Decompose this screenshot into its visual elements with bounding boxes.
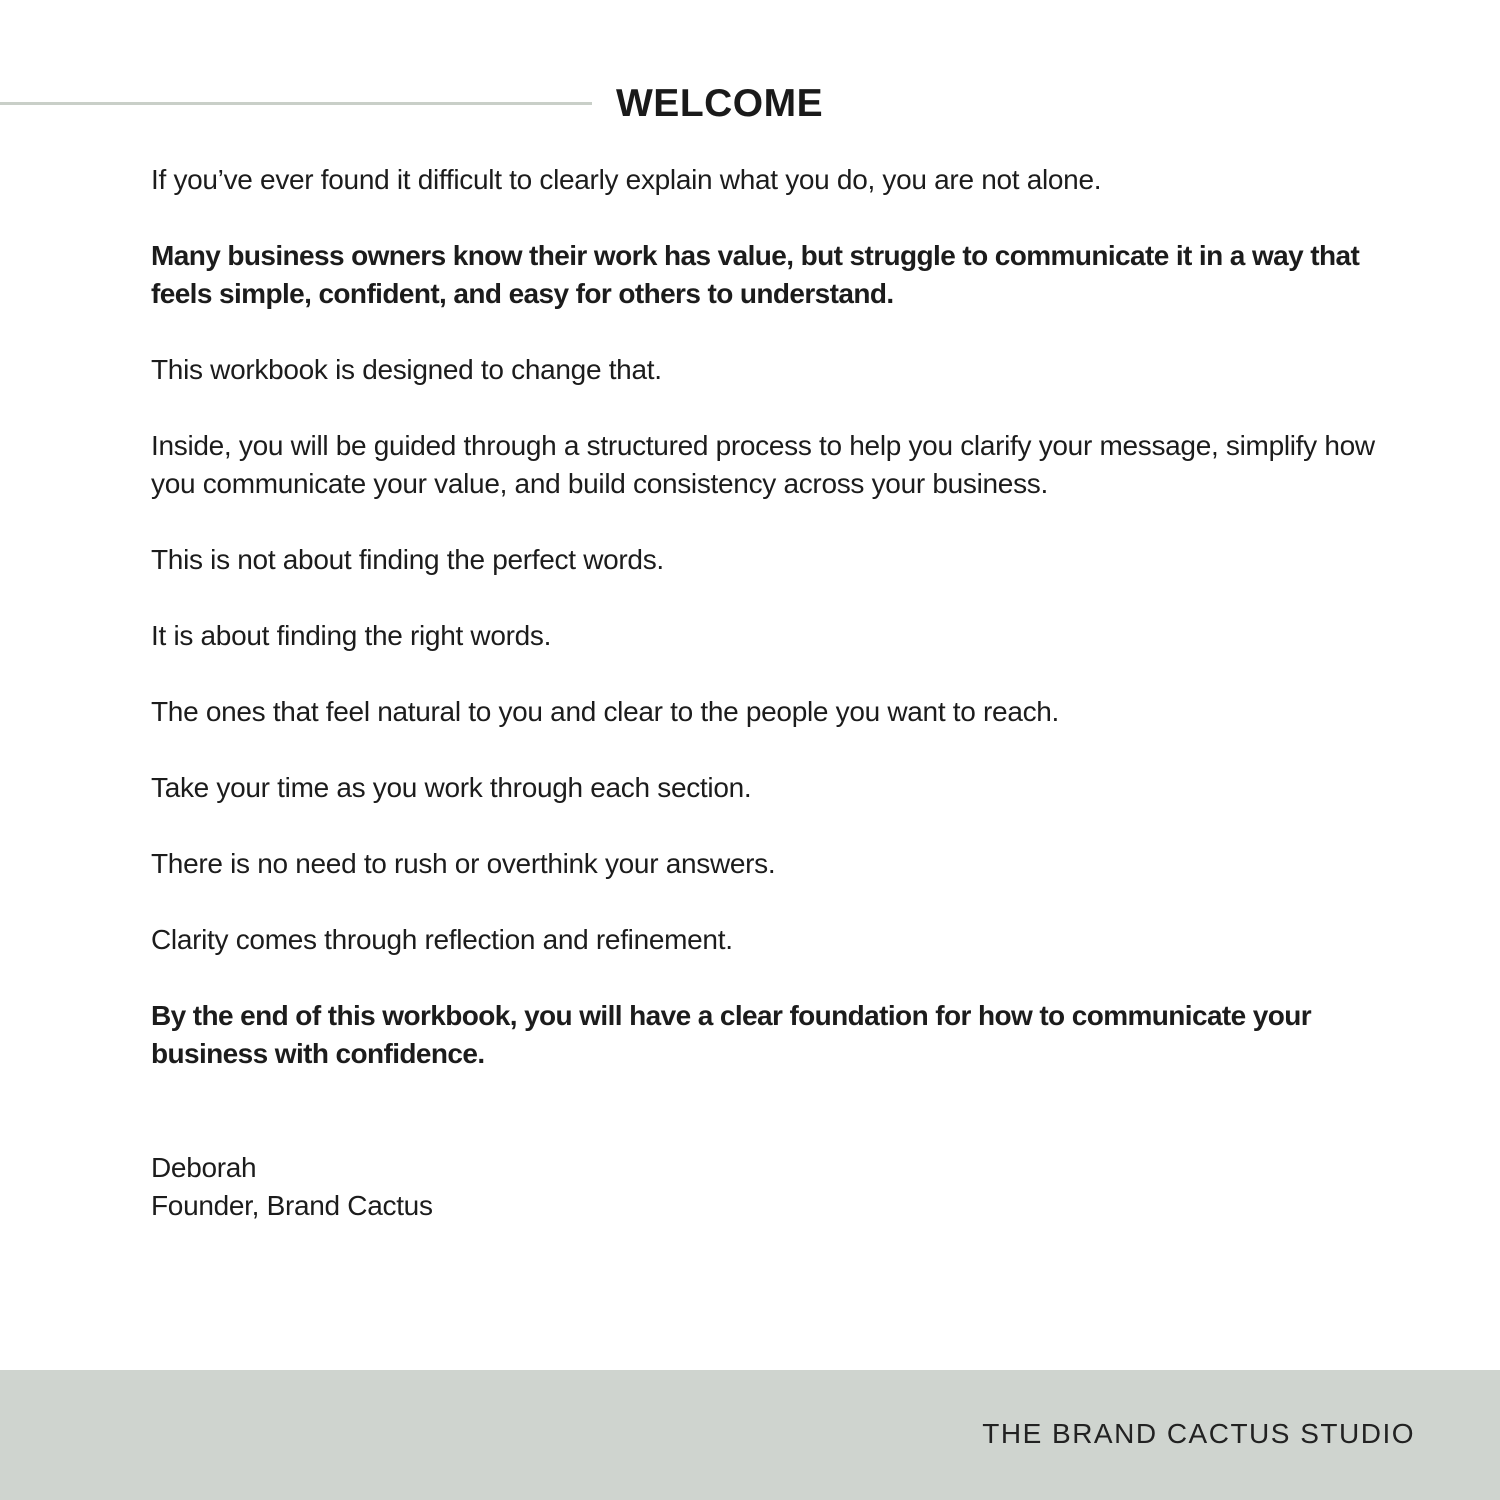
paragraph-intro: If you’ve ever found it difficult to clearly explain what you do, you are not alone. [151, 164, 1102, 195]
paragraph-take-time: Take your time as you work through each section. [151, 772, 752, 803]
header-rule [0, 102, 592, 105]
paragraph-no-rush: There is no need to rush or overthink your answers. [151, 848, 776, 879]
paragraph-right-words: It is about finding the right words. [151, 620, 552, 651]
paragraph-not-perfect: This is not about finding the perfect words. [151, 544, 664, 575]
page-title: WELCOME [616, 82, 824, 125]
paragraph-clarity: Clarity comes through reflection and refinement. [151, 924, 733, 955]
signature-name: Deborah [151, 1152, 257, 1183]
signature-role: Founder, Brand Cactus [151, 1190, 433, 1221]
signature-block [151, 1149, 433, 1225]
paragraph-purpose: This workbook is designed to change that. [151, 354, 662, 385]
paragraph-inside: Inside, you will be guided through a structured process to help you clarify your message, simplify how you communicate your value, and build consistency across your business. [151, 430, 1375, 499]
letter-body [151, 161, 1401, 1111]
footer-brand-text: THE BRAND CACTUS STUDIO [982, 1418, 1415, 1449]
paragraph-conclusion: By the end of this workbook, you will have a clear foundation for how to communicate your business with confidence. [151, 1000, 1312, 1069]
footer-band [0, 1370, 1500, 1500]
paragraph-natural: The ones that feel natural to you and clear to the people you want to reach. [151, 696, 1060, 727]
paragraph-struggle: Many business owners know their work has value, but struggle to communicate it in a way that feels simple, confident, and easy for others to understand. [151, 240, 1360, 309]
